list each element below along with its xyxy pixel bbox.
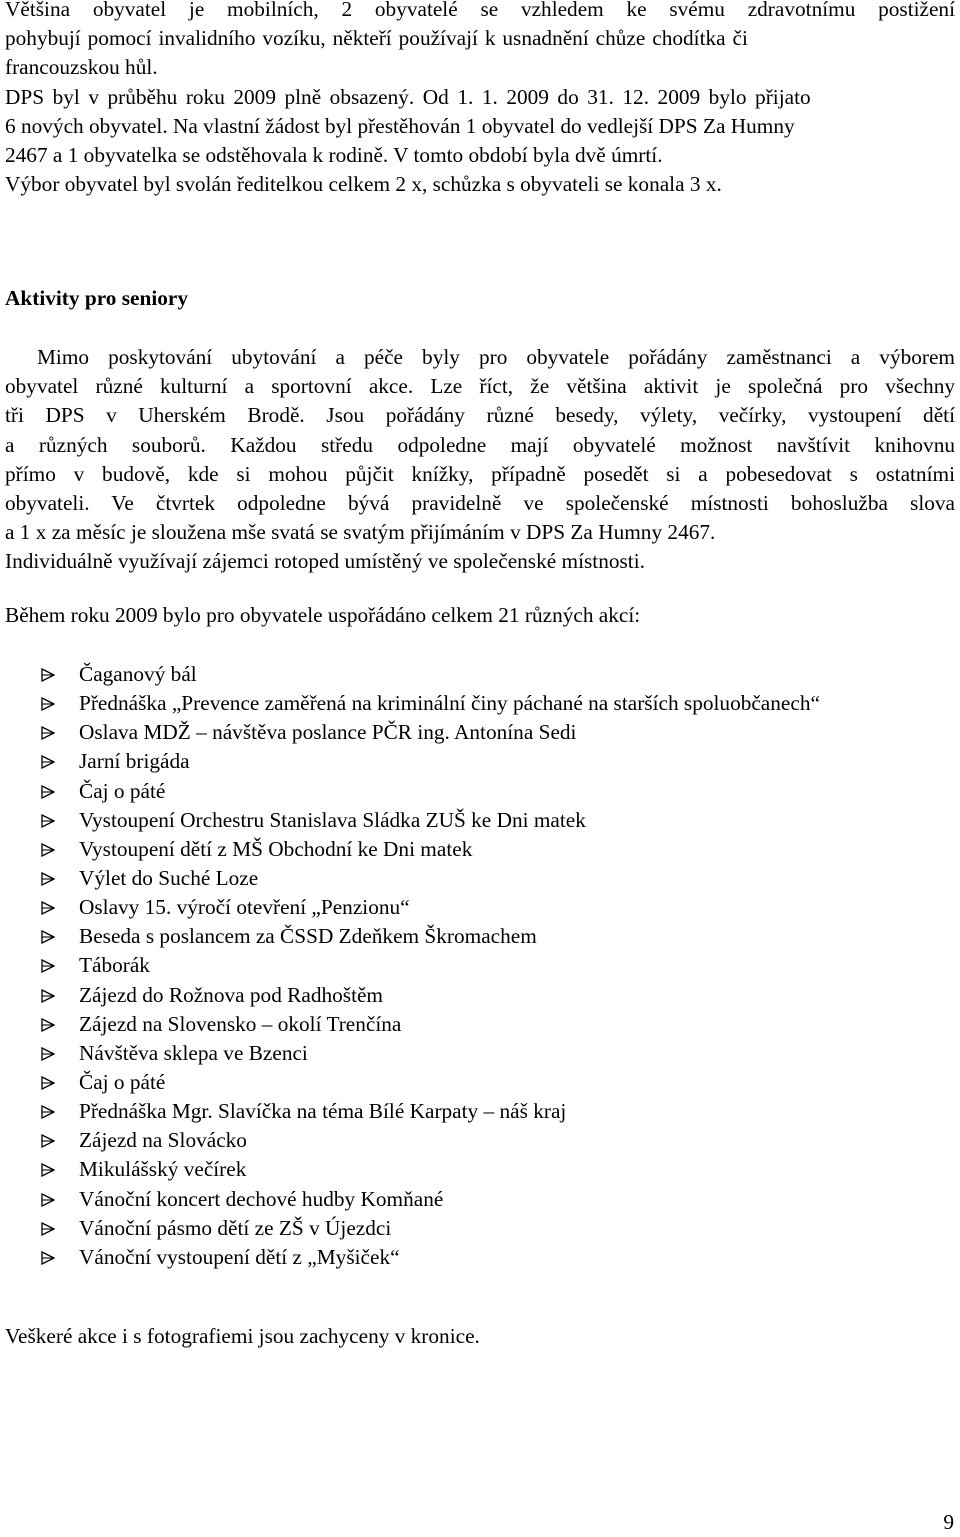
- list-item: [41, 951, 820, 980]
- arrowhead-bullet-icon: [41, 1163, 55, 1177]
- paragraph-line: Individuálně využívají zájemci rotoped umístěný ve společenské místnosti.: [5, 549, 645, 574]
- list-item: [41, 1068, 820, 1097]
- events-intro: Během roku 2009 bylo pro obyvatele uspořádáno celkem 21 různých akcí:: [5, 603, 641, 627]
- paragraph-line: a různých souborů. Každou středu odpoledne mají obyvatelé možnost navštívit knihovnu: [5, 432, 955, 457]
- list-item: [41, 1010, 820, 1039]
- list-item-label: Mikulášský večírek: [79, 1157, 247, 1182]
- list-item-label: Oslavy 15. výročí otevření „Penzionu“: [79, 895, 410, 920]
- list-item: [41, 806, 820, 835]
- list-item-label: Zájezd na Slovácko: [79, 1128, 247, 1153]
- list-item: [41, 1097, 820, 1126]
- list-item: [41, 660, 820, 689]
- list-item: [41, 747, 820, 776]
- events-list: [41, 660, 820, 1272]
- arrowhead-bullet-icon: [41, 1193, 55, 1207]
- page-number: 9: [943, 1510, 954, 1534]
- list-item: [41, 1243, 820, 1272]
- list-item: [41, 689, 820, 718]
- list-item: [41, 893, 820, 922]
- paragraph-line: francouzskou hůl.: [5, 55, 158, 80]
- list-item-label: Čaj o páté: [79, 778, 166, 803]
- paragraph-line: obyvateli. Ve čtvrtek odpoledne bývá pravidelně ve společenské místnosti bohoslužba slova: [5, 491, 955, 516]
- paragraph-line: obyvatel různé kulturní a sportovní akce. Lze říct, že většina aktivit je společná pro všechny: [5, 374, 955, 399]
- arrowhead-bullet-icon: [41, 901, 55, 915]
- list-item: [41, 1155, 820, 1184]
- list-item-label: Vystoupení dětí z MŠ Obchodní ke Dni matek: [79, 836, 473, 861]
- arrowhead-bullet-icon: [41, 755, 55, 769]
- paragraph-line: tři DPS v Uherském Brodě. Jsou pořádány různé besedy, výlety, večírky, vystoupení dětí: [5, 403, 955, 428]
- list-item-label: Beseda s poslancem za ČSSD Zdeňkem Škromachem: [79, 924, 537, 949]
- list-item-label: Čaj o páté: [79, 1069, 166, 1094]
- paragraph-line: a 1 x za měsíc je sloužena mše svatá se svatým přijímáním v DPS Za Humny 2467.: [5, 520, 716, 545]
- list-item: [41, 922, 820, 951]
- list-item-label: Návštěva sklepa ve Bzenci: [79, 1040, 308, 1065]
- list-item-label: Čaganový bál: [79, 662, 197, 686]
- arrowhead-bullet-icon: [41, 1018, 55, 1032]
- list-item-label: Zájezd na Slovensko – okolí Trenčína: [79, 1011, 402, 1036]
- paragraph-line: Mimo poskytování ubytování a péče byly pro obyvatele pořádány zaměstnanci a výborem: [37, 345, 955, 369]
- list-item-label: Přednáška Mgr. Slavíčka na téma Bílé Karpaty – náš kraj: [79, 1099, 567, 1124]
- arrowhead-bullet-icon: [41, 1222, 55, 1236]
- list-item-label: Vánoční koncert dechové hudby Komňané: [79, 1186, 444, 1211]
- arrowhead-bullet-icon: [41, 989, 55, 1003]
- list-item-label: Přednáška „Prevence zaměřená na kriminální činy páchané na starších spoluobčanech“: [79, 691, 820, 716]
- arrowhead-bullet-icon: [41, 1076, 55, 1090]
- closing-sentence: Veškeré akce i s fotografiemi jsou zachyceny v kronice.: [5, 1324, 480, 1348]
- list-item: [41, 718, 820, 747]
- list-item-label: Oslava MDŽ – návštěva poslance PČR ing. Antonína Sedi: [79, 720, 577, 745]
- list-item: [41, 1126, 820, 1155]
- residents-paragraph: [5, 0, 955, 199]
- activities-paragraph: [5, 343, 955, 577]
- list-item: [41, 1214, 820, 1243]
- list-item-label: Jarní brigáda: [79, 749, 190, 774]
- list-item: [41, 981, 820, 1010]
- arrowhead-bullet-icon: [41, 843, 55, 857]
- arrowhead-bullet-icon: [41, 726, 55, 740]
- list-item-label: Táborák: [79, 953, 150, 978]
- list-item-label: Vystoupení Orchestru Stanislava Sládka ZUŠ ke Dni matek: [79, 807, 586, 832]
- arrowhead-bullet-icon: [41, 1134, 55, 1148]
- list-item-label: Vánoční vystoupení dětí z „Myšiček“: [79, 1244, 400, 1269]
- list-item: [41, 1039, 820, 1068]
- arrowhead-bullet-icon: [41, 930, 55, 944]
- list-item-label: Výlet do Suché Loze: [79, 865, 259, 890]
- paragraph-line: Většina obyvatel je mobilních, 2 obyvatelé se vzhledem ke svému zdravotnímu postižení: [5, 0, 955, 21]
- arrowhead-bullet-icon: [41, 1047, 55, 1061]
- paragraph-line: Výbor obyvatel byl svolán ředitelkou celkem 2 x, schůzka s obyvateli se konala 3 x.: [5, 172, 722, 197]
- arrowhead-bullet-icon: [41, 697, 55, 711]
- arrowhead-bullet-icon: [41, 1105, 55, 1119]
- list-item: [41, 1185, 820, 1214]
- arrowhead-bullet-icon: [41, 959, 55, 973]
- list-item: [41, 864, 820, 893]
- list-item: [41, 777, 820, 806]
- paragraph-line: přímo v budově, kde si mohou půjčit knížky, případně posedět si a pobesedovat s ostatními: [5, 461, 955, 486]
- paragraph-line: 6 nových obyvatel. Na vlastní žádost byl přestěhován 1 obyvatel do vedlejší DPS Za Humny: [5, 113, 795, 138]
- arrowhead-bullet-icon: [41, 1251, 55, 1265]
- arrowhead-bullet-icon: [41, 785, 55, 799]
- section-heading: Aktivity pro seniory: [5, 286, 188, 310]
- list-item-label: Vánoční pásmo dětí ze ZŠ v Újezdci: [79, 1215, 392, 1240]
- list-item-label: Zájezd do Rožnova pod Radhoštěm: [79, 982, 384, 1007]
- paragraph-line: pohybují pomocí invalidního vozíku, někteří používají k usnadnění chůze chodítka či: [5, 26, 748, 51]
- arrowhead-bullet-icon: [41, 872, 55, 886]
- arrowhead-bullet-icon: [41, 668, 55, 682]
- list-item: [41, 835, 820, 864]
- arrowhead-bullet-icon: [41, 814, 55, 828]
- paragraph-line: 2467 a 1 obyvatelka se odstěhovala k rodině. V tomto období byla dvě úmrtí.: [5, 143, 663, 168]
- paragraph-line: DPS byl v průběhu roku 2009 plně obsazený. Od 1. 1. 2009 do 31. 12. 2009 bylo přijato: [5, 84, 811, 109]
